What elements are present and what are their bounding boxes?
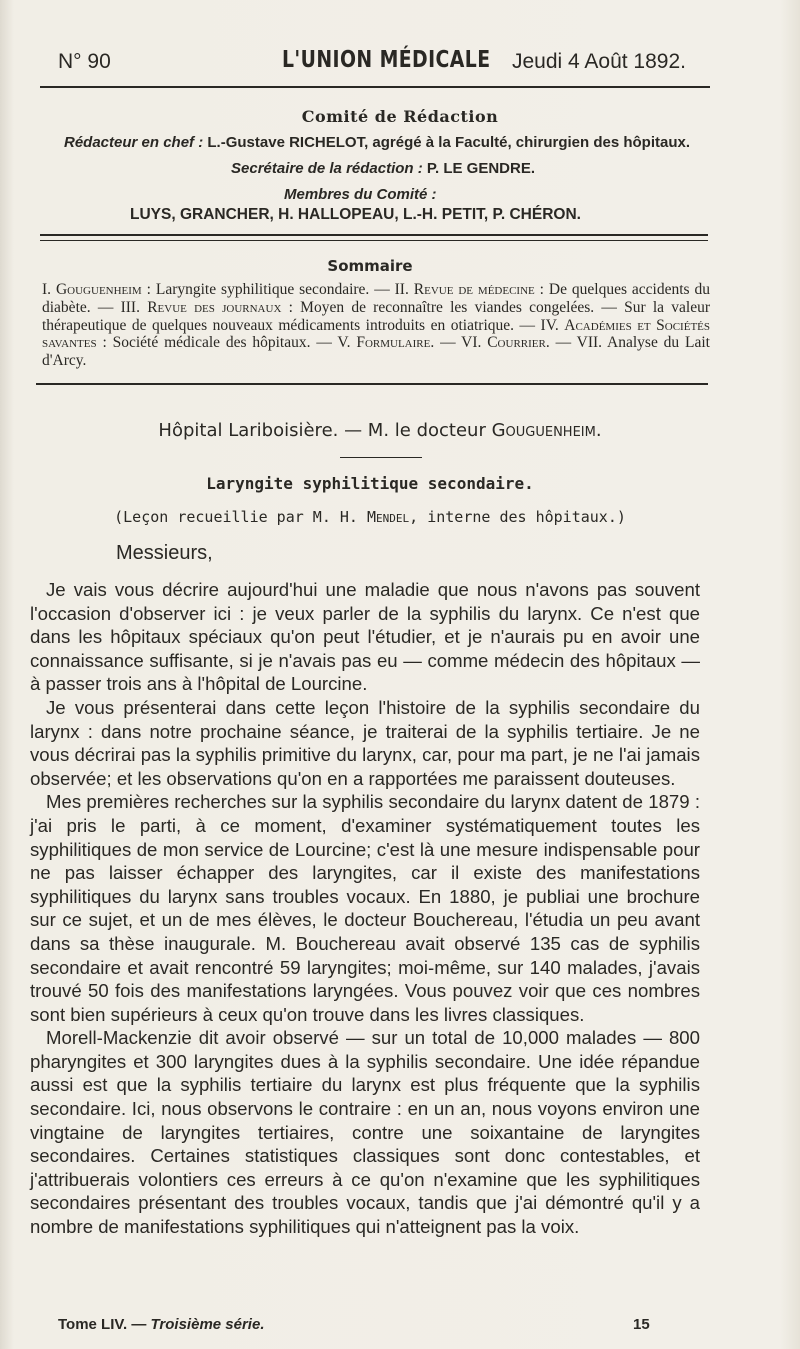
- committee-members: LUYS, GRANCHER, H. HALLOPEAU, L.-H. PETIT, P. CHÉRON.: [130, 206, 581, 223]
- secretary-name: P. LE GENDRE.: [426, 160, 536, 177]
- header-rule: [40, 86, 710, 88]
- salutation: Messieurs,: [116, 542, 213, 564]
- summary-item: V. Formulaire. —: [337, 334, 462, 352]
- editor-line: [64, 134, 690, 151]
- double-rule-bottom: [40, 240, 708, 241]
- summary-item: I. Gouguenheim : Laryngite syphilitique secondaire. —: [42, 281, 395, 298]
- hospital-heading: Hôpital Lariboisière. — M. le docteur Gouguenheim.: [158, 420, 602, 441]
- summary-item: III. Revue des journaux : Moyen de reconnaître les viandes congelées. — Sur la valeur thérapeutique de quelques nouveaux médicaments introduits en otiatrique. —: [42, 298, 710, 334]
- committee-title: Comité de Rédaction: [301, 107, 499, 126]
- page-number: 15: [633, 1316, 650, 1333]
- issue-number: N° 90: [58, 50, 111, 73]
- title-rule: [340, 457, 422, 458]
- members-label: Membres du Comité :: [284, 186, 437, 203]
- journal-title: L'UNION MÉDICALE: [282, 47, 491, 73]
- footer-volume: Tome LIV. — Troisième série.: [58, 1316, 265, 1333]
- summary-title: Sommaire: [327, 257, 413, 275]
- secretary-line: [231, 160, 535, 177]
- secretary-label: Secrétaire de la rédaction :: [231, 160, 423, 177]
- issue-date: Jeudi 4 Août 1892.: [512, 50, 686, 73]
- editor-name: L.-Gustave RICHELOT, agrégé à la Faculté, chirurgien des hôpitaux.: [207, 134, 690, 151]
- summary-text: [42, 281, 710, 370]
- article-paragraph: Je vais vous décrire aujourd'hui une maladie que nous n'avons pas souvent l'occasion d'observer ici : je veux parler de la syphilis du larynx. Ce n'est que dans les hôpitaux spéciaux qu'on peut l'étudier, et je n'aurais pu en avoir une connaissance suffisante, si je n'avais pas eu — comme médecin des hôpitaux — à passer trois ans à l'hôpital de Lourcine.: [30, 579, 700, 695]
- article-paragraph: Mes premières recherches sur la syphilis secondaire du larynx datent de 1879 : j'ai pris le parti, à ce moment, d'examiner systématiquement toutes les syphilitiques de mon service de Lourcine; c'est là une mesure indispensable pour ne pas laisser échapper des laryngites, car il existe des manifestations syphilitiques du larynx sans troubles vocaux. En 1880, je publiai une brochure sur ce sujet, et un de mes élèves, le docteur Bouchereau, l'étudia un peu avant dans sa thèse inaugurale. M. Bouchereau avait observé 135 cas de syphilis secondaire et avait rencontré 59 laryngites; moi-même, sur 140 malades, j'avais trouvé 50 fois des manifestations laryngées. Vous pouvez voir que ces nombres sont bien supérieurs à ceux qu'on trouve dans les livres classiques.: [30, 791, 700, 1025]
- article-paragraph: Je vous présenterai dans cette leçon l'histoire de la syphilis secondaire du larynx : dans notre prochaine séance, je traiterai de la syphilis tertiaire. Je ne vous décrirai pas la syphilis primitive du larynx, car, pour ma part, je ne l'ai jamais observée; et les observations qu'on en a rapportées me paraissent douteuses.: [30, 696, 700, 789]
- summary-item: II. Revue de médecine : De quelques accidents du diabète. —: [42, 281, 711, 316]
- lesson-credit: (Leçon recueillie par M. H. Mendel, interne des hôpitaux.): [114, 508, 626, 526]
- summary-item: IV. Académies et Sociétés savantes : Société médicale des hôpitaux. —: [42, 316, 710, 352]
- summary-item: VII. Analyse du Lait d'Arcy.: [42, 334, 710, 370]
- article-paragraph: Morell-Mackenzie dit avoir observé — sur un total de 10,000 malades — 800 pharyngites et 300 laryngites dues à la syphilis secondaire. Une idée répandue aussi est que la syphilis tertiaire du larynx est plus fréquente que la syphilis secondaire. Ici, nous observons le contraire : en un an, nous voyons environ une vingtaine de laryngites tertiaires, contre une soixantaine de laryngites secondaires. Certaines statistiques classiques sont donc contestables, et j'attribuerais volontiers ces erreurs à ce qu'on n'examine que les syphilitiques secondaires présentant des troubles vocaux, tandis que j'ai démontré qu'il y a nombre de manifestations syphilitiques qui n'atteignent pas la voix.: [30, 1027, 700, 1238]
- lesson-title: Laryngite syphilitique secondaire.: [206, 474, 534, 493]
- editor-label: Rédacteur en chef :: [64, 134, 204, 151]
- double-rule-top: [40, 234, 708, 236]
- summary-item: VI. Courrier. —: [461, 334, 577, 352]
- summary-rule: [36, 383, 708, 385]
- article-body: [30, 578, 700, 1239]
